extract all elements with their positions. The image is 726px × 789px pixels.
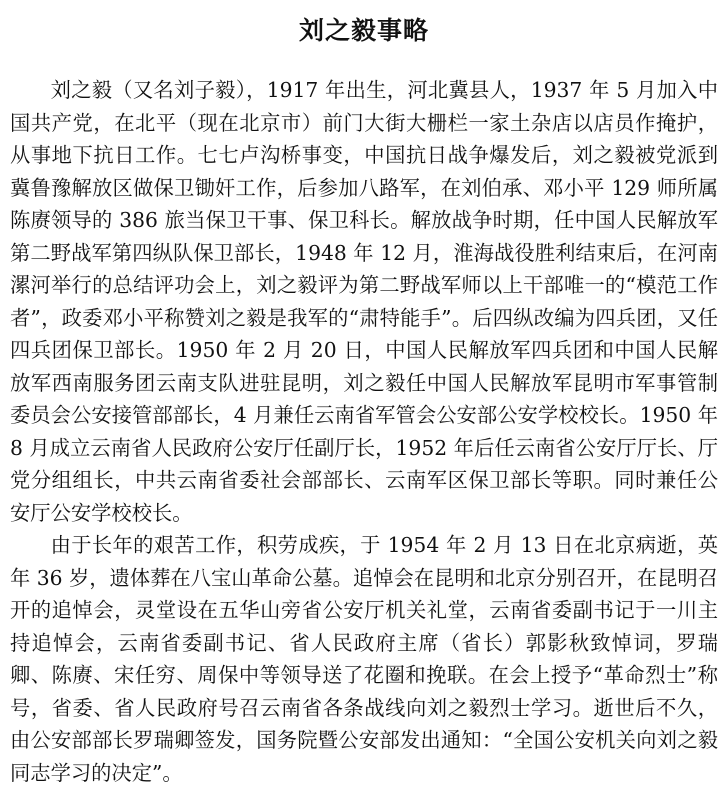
paragraph-biography: 刘之毅（又名刘子毅），1917 年出生，河北冀县人，1937 年 5 月加入中国共产党，在北平（现在北京市）前门大街大栅栏一家土杂店以店员作掩护，从事地下抗日工作。七七卢沟桥事变，中国抗日战争爆发后，刘之毅被党派到冀鲁豫解放区做保卫锄奸工作，后参加八路军，在刘伯承、邓小平 129 师所属陈赓领导的 386 旅当保卫干事、保卫科长。解放战争时期，任中国人民解放军第二野战军第四纵队保卫部长，1948 年 12 月，淮海战役胜利结束后，在河南漯河举行的总结评功会上，刘之毅评为第二野战军师以上干部唯一的“模范工作者”，政委邓小平称赞刘之毅是我军的“肃特能手”。后四纵改编为四兵团，又任四兵团保卫部长。1950 年 2 月 20 日，中国人民解放军四兵团和中国人民解放军西南服务团云南支队进驻昆明，刘之毅任中国人民解放军昆明市军事管制委员会公安接管部部长，4 月兼任云南省军管会公安部公安学校校长。1950 年 8 月成立云南省人民政府公安厅任副厅长，1952 年后任云南省公安厅厅长、厅党分组组长，中共云南省委社会部部长、云南军区保卫部长等职。同时兼任公安厅公安学校校长。 bbox=[10, 78, 718, 525]
paragraph-death-memorial: 由于长年的艰苦工作，积劳成疾，于 1954 年 2 月 13 日在北京病逝，英年 36 岁，遗体葬在八宝山革命公墓。追悼会在昆明和北京分别召开，在昆明召开的追悼会，灵堂设在五华山旁省公安厅机关礼堂，云南省委副书记于一川主持追悼会，云南省委副书记、省人民政府主席（省长）郭影秋致悼词，罗瑞卿、陈赓、宋任穷、周保中等领导送了花圈和挽联。在会上授予“革命烈士”称号，省委、省人民政府号召云南省各条战线向刘之毅烈士学习。逝世后不久，由公安部部长罗瑞卿签发，国务院暨公安部发出通知：“全国公安机关向刘之毅同志学习的决定”。 bbox=[10, 533, 718, 785]
document-title: 刘之毅事略 bbox=[298, 16, 429, 45]
